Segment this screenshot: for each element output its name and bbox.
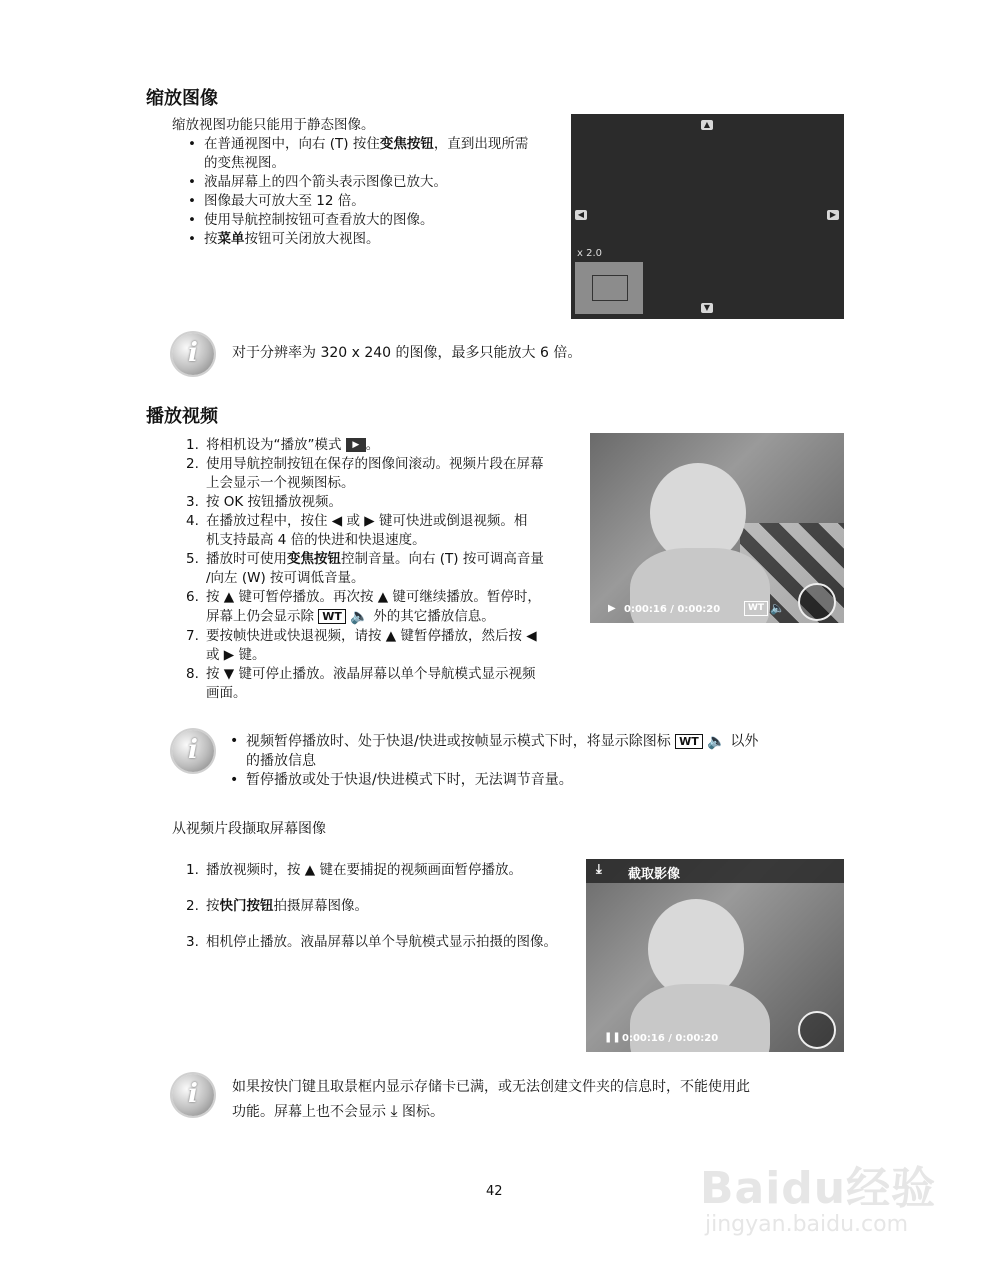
navigation-control-icon (798, 583, 836, 621)
baidu-watermark: Baidu经验 (700, 1163, 937, 1214)
zoom-bullet-4: • 使用导航控制按钮可查看放大的图像。 (186, 211, 556, 230)
pause-icon: ❚❚ (604, 1032, 621, 1043)
video-step-5: 5. 播放时可使用变焦按钮控制音量。向右 (T) 按可调高音量 /向左 (W) 按可调低音量。 (186, 551, 544, 586)
baidu-watermark-url: jingyan.baidu.com (705, 1212, 909, 1237)
left-arrow-icon: ◀ (575, 210, 587, 220)
zoom-bullet-1: • 在普通视图中，向右 (T) 按住变焦按钮，直到出现所需 的变焦视图。 (186, 135, 556, 173)
capture-step-1: 1. 播放视频时，按 ▲ 键在要捕捉的视频画面暂停播放。 (186, 862, 522, 878)
capture-banner-label: 截取影像 (628, 867, 681, 882)
video-step-2: 2. 使用导航控制按钮在保存的图像间滚动。视频片段在屏幕 上会显示一个视频图标。 (186, 456, 544, 491)
video-playback-screenshot (590, 433, 844, 623)
zoom-viewport-frame (592, 275, 628, 301)
zoom-level-label: x 2.0 (577, 248, 602, 259)
capture-screenshot (586, 859, 844, 1052)
video-step-7: 7. 要按帧快进或快退视频，请按 ▲ 键暂停播放，然后按 ◀ 或 ▶ 键。 (186, 627, 537, 663)
info-icon: i (172, 730, 214, 772)
info-icon: i (172, 333, 214, 375)
playback-mode-icon: ▶ (346, 438, 366, 452)
capture-note: 如果按快门键且取景框内显示存储卡已满，或无法创建文件夹的信息时，不能使用此 功能。屏幕上也不会显示 ⤓ 图标。 (232, 1079, 750, 1120)
capture-step-3: 3. 相机停止播放。液晶屏幕以单个导航模式显示拍摄的图像。 (186, 934, 557, 950)
video-steps (186, 436, 576, 703)
zoom-intro: 缩放视图功能只能用于静态图像。 (172, 117, 375, 133)
capture-banner (586, 859, 844, 883)
video-step-3: 3. 按 OK 按钮播放视频。 (186, 494, 343, 510)
page-number: 42 (486, 1184, 503, 1199)
video-time-readout: 0:00:16 / 0:00:20 (624, 604, 721, 615)
right-arrow-icon: ▶ (827, 210, 839, 220)
video-note-2: • 暂停播放或处于快退/快进模式下时，无法调节音量。 (228, 771, 848, 790)
capture-steps (186, 861, 576, 952)
info-icon: i (172, 1074, 214, 1116)
wt-zoom-icon: WT (318, 609, 346, 624)
wt-zoom-icon: WT (744, 601, 768, 616)
capture-download-icon: ⤓ (596, 862, 602, 877)
up-arrow-icon: ▲ (701, 120, 713, 130)
zoom-bullet-2: • 液晶屏幕上的四个箭头表示图像已放大。 (186, 173, 556, 192)
zoom-note: 对于分辨率为 320 x 240 的图像，最多只能放大 6 倍。 (232, 345, 582, 361)
zoom-screen-illustration (571, 114, 844, 319)
zoom-navigator-thumbnail (575, 262, 643, 314)
navigation-control-icon (798, 1011, 836, 1049)
speaker-icon: 🔈 (350, 607, 369, 625)
capture-subtitle: 从视频片段撷取屏幕图像 (172, 821, 326, 837)
video-step-6: 6. 按 ▲ 键可暂停播放。再次按 ▲ 键可继续播放。暂停时， 屏幕上仍会显示除 WT 🔈 外的其它播放信息。 (186, 589, 541, 625)
wt-zoom-icon: WT (675, 734, 703, 749)
capture-step-2: 2. 按快门按钮拍摄屏幕图像。 (186, 898, 368, 914)
video-step-4: 4. 在播放过程中，按住 ◀ 或 ▶ 键可快进或倒退视频。相 机支持最高 4 倍的快进和快退速度。 (186, 513, 528, 548)
video-section-title: 播放视频 (146, 406, 218, 427)
video-note-1: • 视频暂停播放时、处于快退/快进或按帧显示模式下时，将显示除图标 WT 🔈 以外 的播放信息 (228, 732, 848, 771)
video-step-8: 8. 按 ▼ 键可停止播放。液晶屏幕以单个导航模式显示视频 画面。 (186, 665, 536, 701)
zoom-bullet-5: • 按菜单按钮可关闭放大视图。 (186, 230, 556, 249)
down-arrow-icon: ▼ (701, 303, 713, 313)
capture-time-readout: 0:00:16 / 0:00:20 (622, 1033, 719, 1044)
speaker-icon: 🔈 (707, 732, 726, 750)
zoom-section-title: 缩放图像 (146, 88, 218, 109)
capture-download-icon: ⤓ (390, 1101, 398, 1120)
video-note-list (228, 732, 848, 790)
speaker-icon: 🔈 (770, 601, 785, 615)
zoom-bullet-3: • 图像最大可放大至 12 倍。 (186, 192, 556, 211)
play-icon: ▶ (608, 603, 616, 614)
video-step-1: 1. 将相机设为“播放”模式 ▶ 。 (186, 437, 380, 453)
zoom-bullet-list (186, 135, 556, 249)
